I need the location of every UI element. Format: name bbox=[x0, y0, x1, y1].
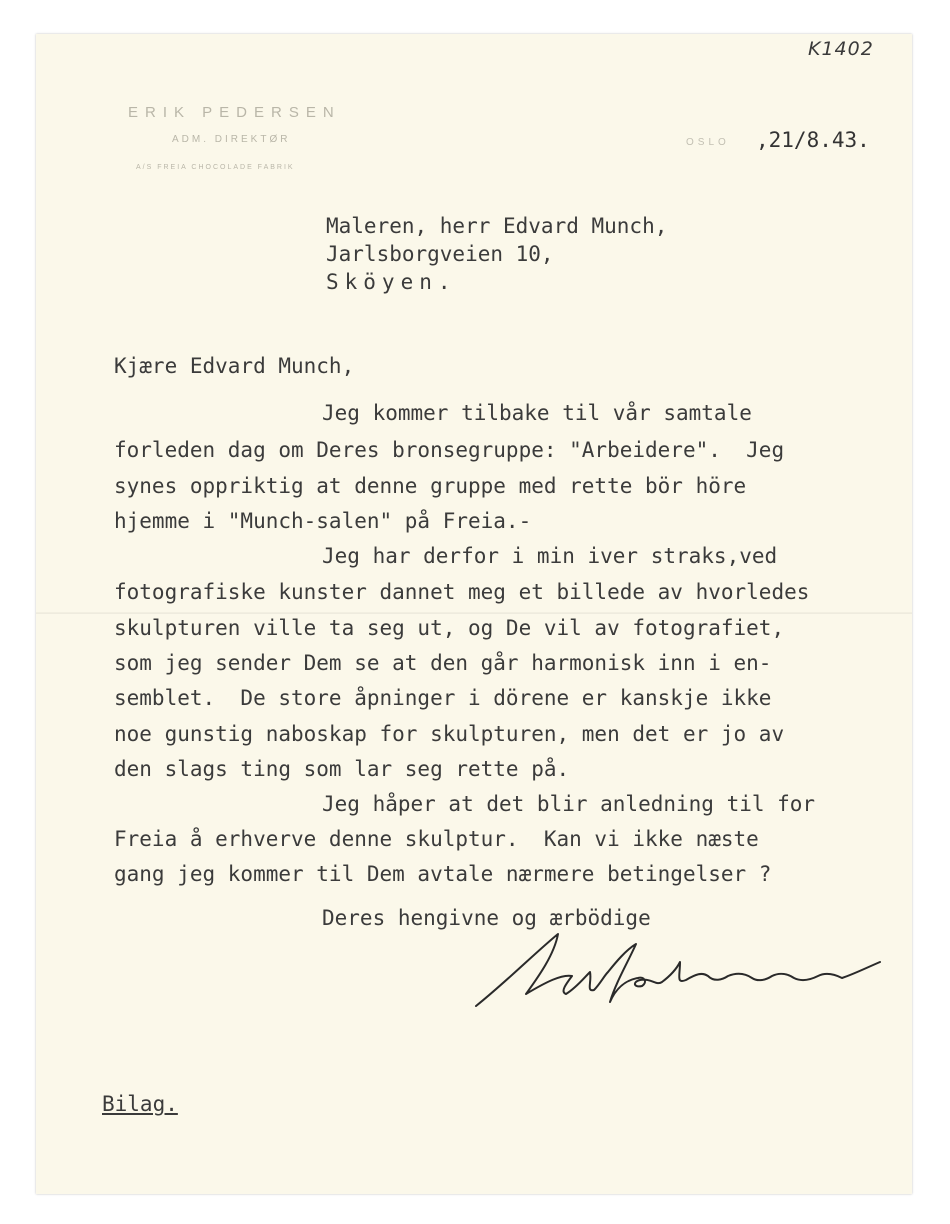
letterhead-name: ERIK PEDERSEN bbox=[128, 104, 341, 121]
body-line: forleden dag om Deres bronsegruppe: "Arbeidere". Jeg bbox=[114, 438, 785, 462]
body-line: semblet. De store åpninger i dörene er kanskje ikke bbox=[114, 686, 772, 710]
body-line: Jeg kommer tilbake til vår samtale bbox=[322, 401, 752, 425]
handwritten-signature bbox=[466, 922, 906, 1016]
letter-date: ,21/8.43. bbox=[756, 128, 870, 152]
archive-number: K1402 bbox=[808, 38, 874, 60]
address-line-2: Jarlsborgveien 10, bbox=[326, 242, 554, 266]
body-line: hjemme i "Munch-salen" på Freia.- bbox=[114, 509, 532, 533]
paper-fold bbox=[36, 612, 912, 614]
letterhead-title: ADM. DIREKTØR bbox=[172, 134, 291, 145]
body-line: Jeg har derfor i min iver straks,ved bbox=[322, 544, 778, 568]
body-line: Jeg håper at det blir anledning til for bbox=[322, 792, 816, 816]
body-line: som jeg sender Dem se at den går harmonisk inn i en- bbox=[114, 651, 772, 675]
body-line: fotografiske kunster dannet meg et billede av hvorledes bbox=[114, 580, 810, 604]
letterhead-company: A/S FREIA CHOCOLADE FABRIK bbox=[136, 164, 295, 171]
body-line: noe gunstig naboskap for skulpturen, men det er jo av bbox=[114, 722, 785, 746]
body-line: skulpturen ville ta seg ut, og De vil av fotografiet, bbox=[114, 616, 785, 640]
body-line: gang jeg kommer til Dem avtale nærmere betingelser ? bbox=[114, 862, 772, 886]
body-line: synes oppriktig at denne gruppe med rette bör höre bbox=[114, 474, 747, 498]
address-line-1: Maleren, herr Edvard Munch, bbox=[326, 214, 668, 238]
closing: Deres hengivne og ærbödige bbox=[322, 906, 651, 930]
letter-sheet bbox=[36, 34, 912, 1194]
salutation: Kjære Edvard Munch, bbox=[114, 354, 355, 378]
address-line-3: Sköyen. bbox=[326, 270, 457, 294]
enclosure-note: Bilag. bbox=[102, 1092, 178, 1116]
body-line: den slags ting som lar seg rette på. bbox=[114, 757, 570, 781]
body-line: Freia å erhverve denne skulptur. Kan vi ikke næste bbox=[114, 827, 759, 851]
letter-place: OSLO bbox=[686, 137, 730, 148]
